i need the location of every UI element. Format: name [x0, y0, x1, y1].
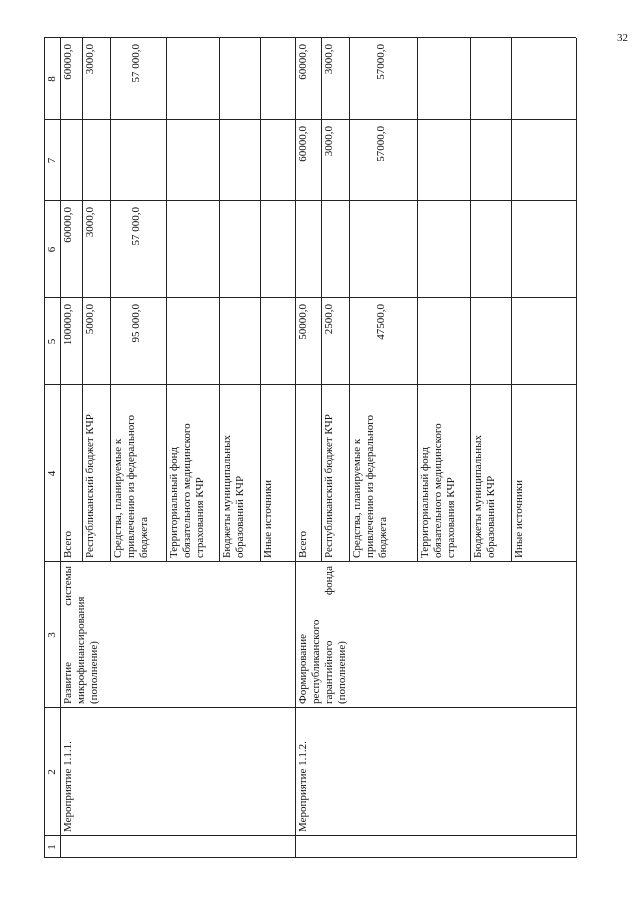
amount-value	[262, 126, 294, 195]
amount-value	[221, 44, 259, 114]
table-rule	[44, 119, 576, 120]
event-code: Мероприятие 1.1.2.	[297, 741, 309, 832]
amount-value	[185, 126, 198, 195]
amount-value	[262, 207, 294, 292]
amount-value	[472, 44, 510, 114]
column-header-8: 8	[46, 76, 58, 82]
amount-value	[472, 126, 510, 195]
funding-source: Бюджеты муниципальных образований КЧР	[221, 434, 246, 558]
amount-value: 57 000,0	[130, 44, 142, 83]
page-number: 32	[617, 32, 628, 44]
funding-source: Территориальный фонд обязательного медицинского страхования КЧР	[419, 423, 457, 558]
table-rule	[470, 38, 471, 562]
event-description: Развитие системы микрофинансирования (пополнение)	[62, 566, 100, 704]
amount-value: 57000,0	[375, 44, 387, 80]
table-rule	[44, 835, 576, 836]
amount-value: 60000,0	[297, 126, 309, 162]
amount-value	[436, 126, 449, 195]
table-rule	[44, 38, 45, 858]
amount-value	[513, 207, 538, 292]
funding-source: Всего	[62, 531, 74, 558]
amount-value	[323, 207, 348, 292]
funding-source: Территориальный фонд обязательного медицинского страхования КЧР	[168, 423, 206, 558]
table-rule	[44, 200, 576, 201]
amount-value	[262, 304, 294, 379]
table-rule	[60, 38, 61, 858]
amount-value: 3000,0	[84, 44, 96, 75]
table-rule	[82, 38, 83, 562]
table-rule	[417, 38, 418, 562]
rotated-table	[44, 38, 576, 858]
amount-value: 3000,0	[323, 44, 335, 75]
amount-value	[130, 126, 143, 195]
amount-value: 60000,0	[62, 207, 74, 243]
amount-value	[472, 304, 510, 379]
amount-value: 3000,0	[323, 126, 335, 157]
funding-source: Бюджеты муниципальных образований КЧР	[472, 434, 497, 558]
table-rule	[260, 38, 261, 562]
amount-value	[185, 207, 198, 292]
amount-value	[221, 304, 259, 379]
column-header-5: 5	[46, 338, 58, 345]
amount-value: 57000,0	[375, 126, 387, 162]
table-rule	[44, 707, 576, 708]
amount-value: 50000,0	[297, 304, 309, 340]
table-rule	[295, 38, 296, 858]
table-rule	[219, 38, 220, 562]
amount-value: 60000,0	[297, 44, 309, 80]
funding-source: Республиканский бюджет КЧР	[84, 414, 96, 558]
table-rule	[321, 38, 322, 562]
table-rule	[44, 857, 576, 858]
amount-value	[513, 304, 538, 379]
column-header-3: 3	[46, 632, 58, 638]
amount-value	[221, 207, 259, 292]
funding-source: Всего	[297, 531, 309, 558]
column-header-6: 6	[46, 246, 58, 253]
event-description: Формирование республиканского гарантийного фонда (пополнение)	[297, 566, 348, 704]
amount-value	[62, 126, 81, 195]
table-rule	[576, 38, 577, 858]
amount-value	[375, 207, 388, 292]
amount-value	[185, 304, 198, 379]
table-rule	[110, 38, 111, 562]
funding-source: Иные источники	[262, 479, 274, 558]
table-rule	[44, 37, 576, 38]
amount-value	[84, 126, 109, 195]
column-header-7: 7	[46, 157, 58, 164]
column-header-4: 4	[46, 470, 58, 477]
amount-value: 100000,0	[62, 304, 74, 346]
amount-value	[436, 207, 449, 292]
amount-value	[472, 207, 510, 292]
table-rule	[44, 384, 576, 385]
column-header-2: 2	[46, 769, 58, 775]
funding-source: Средства, планируемые к привлечению из федерального бюджета	[112, 414, 150, 558]
amount-value: 5000,0	[84, 304, 96, 335]
amount-value	[262, 44, 294, 114]
column-header-1: 1	[46, 844, 58, 850]
amount-value	[513, 44, 538, 114]
table-rule	[166, 38, 167, 562]
amount-value	[436, 304, 449, 379]
amount-value: 47500,0	[375, 304, 387, 340]
table-rule	[349, 38, 350, 562]
amount-value: 3000,0	[84, 207, 96, 238]
funding-source: Средства, планируемые к привлечению из федерального бюджета	[351, 414, 389, 558]
event-code: Мероприятие 1.1.1.	[62, 741, 74, 832]
amount-value	[297, 207, 320, 292]
amount-value	[513, 126, 538, 195]
funding-source: Иные источники	[513, 479, 525, 558]
table-rule	[511, 38, 512, 562]
table-rule	[44, 561, 576, 562]
amount-value: 60000,0	[62, 44, 74, 80]
funding-source: Республиканский бюджет КЧР	[323, 414, 335, 558]
amount-value: 95 000,0	[130, 304, 142, 343]
amount-value	[185, 44, 198, 114]
amount-value	[436, 44, 449, 114]
amount-value: 2500,0	[323, 304, 335, 335]
amount-value	[221, 126, 259, 195]
table-rule	[44, 297, 576, 298]
amount-value: 57 000,0	[130, 207, 142, 246]
